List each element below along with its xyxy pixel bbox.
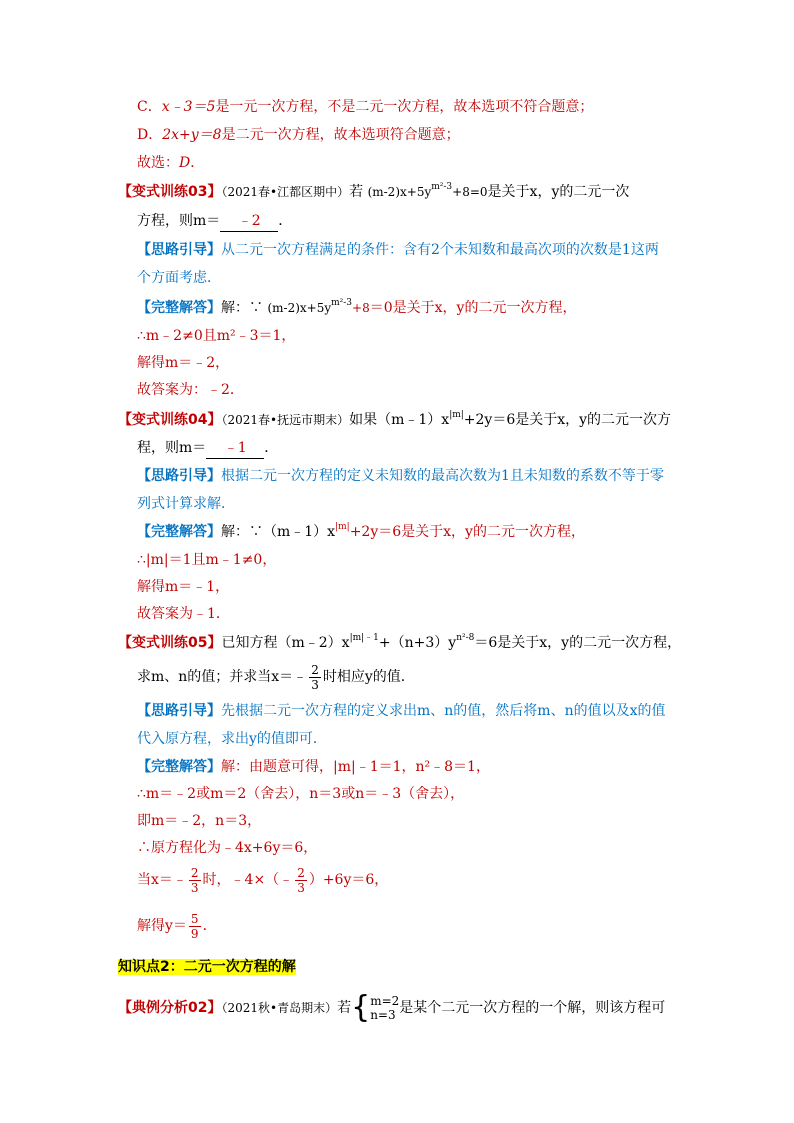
ex05-s5-den2: 3 (297, 880, 305, 895)
ex05-hint-line1 (137, 701, 665, 721)
ex04-hint2: 列式计算求解． (137, 496, 235, 512)
ex04-question-line2 (137, 438, 278, 459)
ex03-sol-step4: 故答案为：﹣2． (137, 382, 244, 398)
ex05-fraction (309, 663, 321, 692)
option-d-label: D． (137, 127, 163, 143)
ex05-s6-den: 9 (190, 926, 199, 941)
ex04-tag: 【变式训练04】 (118, 412, 222, 428)
ex02-system (370, 994, 399, 1022)
ex05-s5b: 时，﹣4×（﹣ (202, 872, 294, 888)
option-c-expr: x﹣3＝5 (161, 99, 216, 115)
ex04-text1: 如果（m﹣1）x (349, 412, 450, 428)
ex05-sol-step4: ∴原方程化为﹣4x+6y＝6， (137, 840, 318, 856)
ex03-sol-pre: 解：∵ (221, 300, 263, 316)
ex03-sol-equation (267, 298, 370, 315)
ex03-tag: 【变式训练03】 (118, 184, 222, 200)
ex05-s5a: 当x＝﹣ (137, 872, 187, 888)
ex05-solution-line1 (137, 757, 490, 777)
ex03-sol-post: ＝0是关于x，y的二元一次方程， (369, 300, 577, 316)
ex04-line2: 程，则m＝ (137, 440, 207, 456)
option-c-label: C． (137, 99, 162, 115)
ex05-hint1: 先根据二元一次方程的定义求出m、n的值，然后将m、n的值以及x的值 (221, 703, 666, 719)
ex03-hint2: 个方面考虑． (137, 270, 221, 286)
ex03-source: （2021春•江都区期中） (221, 185, 350, 199)
left-brace-icon: { (351, 990, 371, 1025)
ex05-frac-num: 2 (311, 662, 319, 677)
ex05-tag: 【变式训练05】 (118, 635, 222, 651)
ex03-post: 是关于x，y的二元一次 (487, 184, 630, 200)
ex03-eq-base: (m-2)x+5y (367, 185, 432, 199)
ex05-frac-den: 3 (311, 677, 319, 692)
ex04-solution-line1 (137, 522, 585, 544)
ex04-source: （2021春•抚远市期末） (221, 413, 350, 427)
ex04-end: ． (264, 440, 279, 456)
ex05-s5-frac1 (189, 866, 201, 895)
ex04-sol1b: +2y＝6是关于x，y的二元一次方程， (349, 524, 585, 540)
ex05-sol1: 解：由题意可得，|m|﹣1＝1，n²﹣8＝1， (221, 759, 490, 775)
ex04-question-line1 (118, 410, 671, 432)
option-c-line (137, 97, 593, 117)
ex04-sol-step2: ∴|m|＝1且m﹣1≠0， (137, 552, 277, 568)
ex03-sol-eq-tail: +8 (352, 301, 370, 315)
ex05-s5-num2: 2 (297, 865, 305, 880)
ex05-question-line2 (137, 660, 415, 694)
ex05-s6-frac (189, 912, 201, 941)
ex05-text2: +（n+3）y (378, 635, 457, 651)
ex03-eq-sup: m²-3 (431, 182, 453, 192)
ex05-sup2: n²-8 (456, 633, 475, 643)
ex05-line2b: 时相应y的值． (322, 669, 415, 685)
ex03-equation (367, 182, 488, 199)
ex05-s5-den1: 3 (190, 880, 199, 895)
option-d-text: 是二元一次方程，故本选项符合题意； (221, 127, 460, 143)
answer-text: 故选： (137, 155, 179, 171)
ex05-sol-step2: ∴m＝﹣2或m＝2（舍去），n＝3或n＝﹣3（舍去）， (137, 786, 465, 802)
ex03-pre: 若 (349, 184, 364, 200)
ex05-question-line1 (118, 633, 681, 655)
ex05-line2a: 求m、n的值；并求当x＝﹣ (137, 669, 308, 685)
ex03-question-line1 (118, 182, 629, 204)
ex02-sys2: n=3 (370, 1008, 396, 1022)
ex03-hint-line1 (137, 240, 659, 260)
option-c-text: 是一元一次方程，不是二元一次方程，故本选项不符合题意； (215, 99, 594, 115)
ex02-source: （2021秋•青岛期末） (221, 1001, 338, 1015)
ex04-sup: |m| (449, 410, 464, 420)
answer-line (137, 153, 204, 173)
ex05-sol-step3: 即m＝﹣2，n＝3， (137, 813, 262, 829)
ex05-text1: 已知方程（m﹣2）x (221, 635, 350, 651)
ex03-sol-step3: 解得m＝﹣2， (137, 355, 230, 371)
ex03-sol-eq-base: (m-2)x+5y (267, 301, 332, 315)
ex03-answer-blank: ﹣2 (220, 211, 278, 232)
ex05-s5c: ）+6y＝6， (308, 872, 389, 888)
ex03-hint1: 从二元一次方程满足的条件：含有2个未知数和最高次项的次数是1这两 (221, 242, 659, 258)
ex05-sol-step6 (137, 909, 217, 943)
ex04-hint1: 根据二元一次方程的定义未知数的最高次数为1且未知数的系数不等于零 (221, 468, 664, 484)
ex04-hint-line1 (137, 466, 664, 486)
ex03-hint-tag: 【思路引导】 (137, 242, 221, 258)
ex03-eq-tail: +8=0 (452, 185, 488, 199)
ex05-hint-tag: 【思路引导】 (137, 703, 221, 719)
ex05-s5-num1: 2 (190, 865, 199, 880)
ex05-sup1: |m|﹣1 (349, 633, 379, 643)
ex05-s6a: 解得y＝ (137, 918, 187, 934)
ex04-text2: +2y＝6是关于x，y的二元一次方 (463, 412, 672, 428)
ex04-hint-tag: 【思路引导】 (137, 468, 221, 484)
ex04-sol-sup: |m| (335, 522, 350, 532)
ex04-sol-tag: 【完整解答】 (137, 524, 221, 540)
ex05-s6-num: 5 (190, 911, 199, 926)
ex02-post: 是某个二元一次方程的一个解，则该方程可 (399, 1000, 666, 1016)
knowledge-point-title (118, 957, 296, 977)
ex03-sol-step2: ∴m﹣2≠0且m²﹣3＝1， (137, 328, 296, 344)
ex02-question-line1 (118, 988, 665, 1028)
answer-value: D (179, 155, 191, 171)
ex02-sys1: m=2 (370, 994, 400, 1008)
ex03-solution-line1 (137, 298, 576, 320)
ex05-s6b: ． (202, 918, 217, 934)
option-d-expr: 2x+y＝8 (162, 127, 222, 143)
ex05-sol-tag: 【完整解答】 (137, 759, 221, 775)
ex04-sol-step4: 故答案为﹣1． (137, 606, 230, 622)
knowledge-title-text: 知识点2：二元一次方程的解 (118, 959, 296, 975)
ex02-tag: 【典例分析02】 (118, 1000, 222, 1016)
ex05-text3: ＝6是关于x，y的二元一次方程， (474, 635, 682, 651)
ex02-pre: 若 (337, 1000, 352, 1016)
answer-end: ． (190, 155, 205, 171)
ex03-sol-tag: 【完整解答】 (137, 300, 221, 316)
ex05-s5-frac2 (295, 866, 307, 895)
ex05-sol-step5 (137, 863, 388, 897)
ex04-sol1a: 解：∵（m﹣1）x (221, 524, 336, 540)
option-d-line (137, 125, 460, 145)
ex03-line2: 方程，则m＝ (137, 213, 221, 229)
ex03-sol-eq-sup: m²-3 (331, 298, 353, 308)
ex04-answer-blank: ﹣1 (206, 438, 264, 459)
ex03-question-line2 (137, 211, 292, 232)
ex04-sol-step3: 解得m＝﹣1， (137, 579, 230, 595)
ex03-end: ． (278, 213, 293, 229)
ex05-hint2: 代入原方程，求出y的值即可． (137, 731, 327, 747)
